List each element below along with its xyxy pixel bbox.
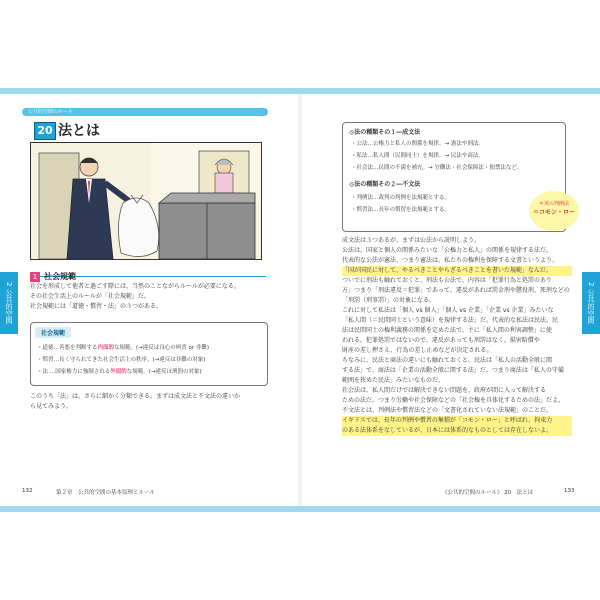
body-text	[342, 236, 572, 436]
norm-row-morality	[37, 343, 209, 351]
text-line: その社会生活上のルールが「社会規範」だ。	[30, 293, 150, 300]
text-line: ちなみに、民法と商法の違いにも触れておくと、民法は「私人の活動全般に関	[342, 357, 553, 364]
text-line-highlighted: 「国が国民に対して、やるべきことやらざるべきことを書いた規範」なんだ。	[342, 266, 572, 276]
highlight-text: 内面的	[97, 345, 115, 351]
chapter-side-tab-left: 2 公共的空間	[0, 272, 18, 334]
law-types-box	[342, 122, 575, 232]
norm-row-law	[37, 367, 202, 375]
text-line: 範囲を狭めた民法」みたいなものだ。	[342, 377, 445, 384]
text-line: 代表的な公法が憲法、つまり憲法は、私たちの権利を保障する文書というより、	[342, 257, 559, 264]
left-page	[0, 94, 298, 506]
section-heading-text: 社会規範	[44, 272, 76, 281]
intro-paragraph	[30, 282, 240, 312]
section-number: 1	[30, 272, 40, 282]
running-footer-left: 第２章 公共的空間の基本原理とルール	[56, 490, 155, 496]
text: ・法 …国家権力に強制される	[37, 369, 111, 375]
text-line: 成文法は３つあるが、まずは公法から説明しよう。	[342, 237, 481, 244]
text-line: 社会規範には「道徳・慣習・法」の３つがある。	[30, 303, 163, 310]
text-line: 公法は、国家と個人の関係みたいな「公権力と私人」の関係を規律する法だ。	[342, 247, 553, 254]
law-type-row: ・私法…私人間（民間同士）を規律。→ 民法や商法。	[351, 153, 484, 159]
law-type-label: ◎法の種類その２―不文法	[349, 181, 421, 188]
text-line: 「刑罰（刑事罰）」の対象になる。	[342, 297, 436, 304]
closing-paragraph	[30, 392, 240, 412]
text-line: 法は民間同士の権利義務の関係を定めた法で、主に「私人間の利害調整」に使	[342, 327, 552, 334]
text: ・道徳…善悪を判断する	[37, 345, 98, 351]
text-line: ら見てみよう。	[30, 403, 73, 410]
text-line: 財産の差し押さえ、行為の差し止めなどが決定される。	[342, 347, 493, 354]
text-line-highlighted: イギリスでは、長年の判例や慣習の集積が「コモン・ロー」と呼ばれ、拘束力	[342, 416, 572, 426]
text-line: 「私人間（＝民間同士という意味）を規律する法」だ。代表的な私法は民法。民	[342, 317, 559, 324]
running-footer-right: 《公共的空間のルール》 20 法とは	[442, 490, 534, 496]
text-line: 不文法とは、判例法や慣習法などの「文書化されていない法規範」のことだ。	[342, 407, 553, 414]
page-number-left: 132	[22, 488, 33, 494]
bubble-caption: ＊英の判例法	[538, 201, 569, 207]
law-type-row: ・判例法…裁判の判例を法規範とする。	[351, 195, 451, 201]
highlight-text: 外面的	[110, 369, 127, 375]
text-line: 社会法は、私人間だけでは解決できない問題を、政府が間に入って解決する	[342, 387, 547, 394]
text-line: われる。犯罪処罰ではないので、違反があっても刑罰はなく、損害賠償や	[342, 337, 540, 344]
text-line: する法」で、商法は「企業の活動全般に関する法」だ。つまり商法は「私人の守備	[342, 367, 564, 374]
law-type-label: ◎法の種類その１―成文法	[349, 129, 421, 136]
right-page	[302, 94, 600, 506]
page-title: 法とは	[58, 123, 100, 139]
law-type-row: ・公法…公権力と私人の関係を規律。→ 憲法や刑法。	[351, 141, 484, 147]
bottom-color-band	[0, 506, 600, 512]
text-line: ついでに刑法も触れておくと、刑法も公法で、内容は「犯罪行為と処罰のあり	[342, 277, 552, 284]
man-trash-illustration	[31, 143, 261, 259]
illustration	[30, 142, 262, 260]
book-spread	[0, 94, 600, 506]
text-line: これに対して私法は「個人 vs 個人」「個人 vs 企業」「企業 vs 企業」みたいな	[342, 307, 554, 314]
text-line-highlighted: のある法体系をなしているが、日本には体系的なものとしては存在しないよ。	[342, 426, 572, 436]
lesson-number: 20	[34, 122, 56, 140]
text-line: 方」つまり「刑法違反＝犯罪」であって、違反があれば罰金刑や懲役刑、死刑などの	[342, 287, 570, 294]
bubble-text: ＝コモン・ロー	[532, 209, 575, 216]
text-line: ための法だ。つまり労働や社会保障などの「社会権を具体化するための法」だよ。	[342, 397, 565, 404]
box-label: 社会規範	[35, 327, 71, 338]
chapter-side-tab-right: 2 公共的空間	[582, 272, 600, 334]
text: な規範。(→違反は良心の呵責 or 非難)	[114, 345, 210, 351]
law-type-row: ・慣習法…長年の慣習を法規範とする。	[351, 207, 451, 213]
section-label-pill: 公共的空間のルール	[22, 108, 268, 116]
law-type-row: ・社会法…民間の不満を補充。→ 労働法・社会保障法・独禁法など。	[351, 165, 523, 171]
section-heading	[30, 264, 266, 281]
text-line: このうち「法」は、さらに細かく分類できる。まずは成文法と不文法の違いか	[30, 393, 241, 400]
common-law-bubble	[529, 191, 579, 231]
text-line: 社会を形成して他者と過ごす際には、当然のことながらルールが必要になる。	[30, 283, 240, 290]
social-norms-box	[30, 322, 268, 386]
page-number-right: 133	[564, 488, 575, 494]
text: な規範。(→違反は刑罰の対象)	[126, 369, 202, 375]
norm-row-custom: ・慣習…長く守られてきた社会生活上の秩序。(→違反は非難の対象)	[37, 357, 206, 363]
